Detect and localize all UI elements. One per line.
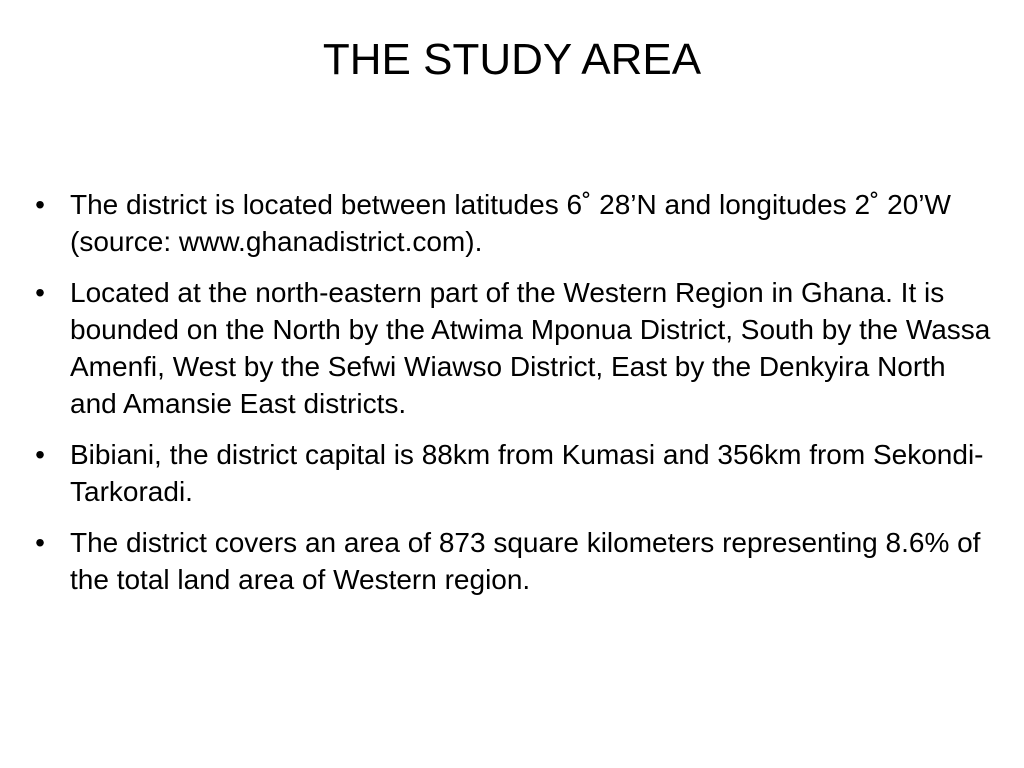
bullet-icon: • <box>35 527 45 558</box>
bullet-icon: • <box>35 439 45 470</box>
bullet-text: Bibiani, the district capital is 88km from Kumasi and 356km from Sekondi-Tarkoradi. <box>70 439 984 507</box>
bullet-list <box>28 186 998 612</box>
bullet-text: The district covers an area of 873 square kilometers representing 8.6% of the total land area of Western region. <box>70 527 981 595</box>
slide-title: THE STUDY AREA <box>322 35 702 84</box>
bullet-item <box>28 524 998 598</box>
bullet-item <box>28 186 998 260</box>
bullet-text: Located at the north-eastern part of the Western Region in Ghana. It is bounded on the North by the Atwima Mponua District, South by the Wassa Amenfi, West by the Sefwi Wiawso District, East by the Denkyira North and Amansie East districts. <box>70 277 991 419</box>
bullet-item <box>28 436 998 510</box>
bullet-item <box>28 274 998 422</box>
bullet-icon: • <box>35 189 45 220</box>
bullet-icon: • <box>35 277 45 308</box>
bullet-text: The district is located between latitudes 6˚ 28’N and longitudes 2˚ 20’W (source: www.ghanadistrict.com). <box>70 189 951 257</box>
